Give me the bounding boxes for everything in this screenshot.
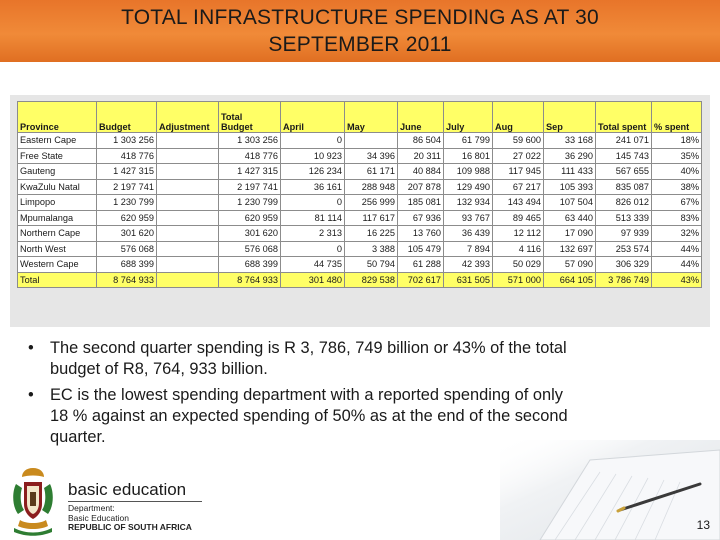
table-header-row: [18, 102, 702, 133]
table-cell: 89 465: [493, 210, 544, 226]
table-cell: [157, 179, 219, 195]
table-cell: 2 197 741: [219, 179, 281, 195]
table-cell: 513 339: [596, 210, 652, 226]
table-cell: [345, 133, 398, 149]
table-cell: 16 225: [345, 226, 398, 242]
table-cell: 620 959: [219, 210, 281, 226]
table-cell: 8 764 933: [97, 272, 157, 288]
table-cell: 256 999: [345, 195, 398, 211]
table-cell: 126 234: [281, 164, 345, 180]
table-cell: 67 217: [493, 179, 544, 195]
table-cell: 27 022: [493, 148, 544, 164]
table-cell: 620 959: [97, 210, 157, 226]
table-cell: 44 735: [281, 257, 345, 273]
table-cell: 301 620: [219, 226, 281, 242]
table-cell: 145 743: [596, 148, 652, 164]
table-cell: 207 878: [398, 179, 444, 195]
table-cell: 97 939: [596, 226, 652, 242]
bullet-symbol: •: [28, 385, 34, 404]
table-cell: 44%: [652, 241, 702, 257]
table-cell: 111 433: [544, 164, 596, 180]
bullet-text-line: quarter.: [50, 428, 106, 447]
table-cell: 301 620: [97, 226, 157, 242]
col-header-total-budget-line1: Total: [221, 112, 243, 122]
table-row: [18, 148, 702, 164]
table-cell: 117 945: [493, 164, 544, 180]
table-cell: 83%: [652, 210, 702, 226]
table-row: [18, 226, 702, 242]
table-cell: 67 936: [398, 210, 444, 226]
table-cell: 18%: [652, 133, 702, 149]
dept-line-1: Department:: [68, 503, 115, 513]
table-cell: 50 794: [345, 257, 398, 273]
brand-name: basic education: [68, 480, 187, 499]
table-cell: 132 934: [444, 195, 493, 211]
col-header-pct-spent: % spent: [652, 102, 702, 133]
col-header-july: July: [444, 102, 493, 133]
table-cell: 288 948: [345, 179, 398, 195]
table-cell: 13 760: [398, 226, 444, 242]
table-cell: 567 655: [596, 164, 652, 180]
table-row: [18, 195, 702, 211]
col-header-total-budget: [219, 102, 281, 133]
table-cell: 93 767: [444, 210, 493, 226]
table-cell: 143 494: [493, 195, 544, 211]
table-cell: [157, 241, 219, 257]
table-cell: 10 923: [281, 148, 345, 164]
table-cell: 571 000: [493, 272, 544, 288]
table-cell: [157, 164, 219, 180]
province-cell: Total: [18, 272, 97, 288]
table-cell: 0: [281, 195, 345, 211]
table-cell: 36 161: [281, 179, 345, 195]
table-cell: 664 105: [544, 272, 596, 288]
bullet-symbol: •: [28, 339, 34, 357]
table-cell: 107 504: [544, 195, 596, 211]
province-cell: Western Cape: [18, 257, 97, 273]
table-cell: 3 388: [345, 241, 398, 257]
table-cell: [157, 195, 219, 211]
table-cell: 826 012: [596, 195, 652, 211]
province-cell: Northern Cape: [18, 226, 97, 242]
table-cell: 36 439: [444, 226, 493, 242]
col-header-total-budget-line2: Budget: [221, 122, 253, 132]
title-line-1: TOTAL INFRASTRUCTURE SPENDING AS AT 30: [121, 6, 599, 29]
table-row: [18, 210, 702, 226]
table-cell: 631 505: [444, 272, 493, 288]
table-cell: 43%: [652, 272, 702, 288]
table-cell: 1 230 799: [219, 195, 281, 211]
table-row: [18, 164, 702, 180]
table-total-row: [18, 272, 702, 288]
col-header-province: Province: [18, 102, 97, 133]
table-cell: 40%: [652, 164, 702, 180]
bullet-text-line: budget of R8, 764, 933 billion.: [50, 360, 268, 379]
department-label: [68, 504, 192, 533]
province-cell: Eastern Cape: [18, 133, 97, 149]
table-cell: 0: [281, 241, 345, 257]
bullet-text-line: EC is the lowest spending department with a reported spending of only: [50, 385, 563, 404]
bullet-item: [22, 385, 702, 449]
table-cell: [157, 226, 219, 242]
col-header-budget: Budget: [97, 102, 157, 133]
table-cell: 129 490: [444, 179, 493, 195]
table-cell: 132 697: [544, 241, 596, 257]
province-cell: Limpopo: [18, 195, 97, 211]
table-cell: 36 290: [544, 148, 596, 164]
table-cell: 61 799: [444, 133, 493, 149]
col-header-aug: Aug: [493, 102, 544, 133]
table-cell: 16 801: [444, 148, 493, 164]
table-cell: [157, 257, 219, 273]
col-header-june: June: [398, 102, 444, 133]
table-cell: 835 087: [596, 179, 652, 195]
table-cell: [157, 133, 219, 149]
table-cell: 61 288: [398, 257, 444, 273]
brand-divider: [68, 501, 202, 502]
table-cell: 418 776: [219, 148, 281, 164]
table-cell: 253 574: [596, 241, 652, 257]
table-cell: 38%: [652, 179, 702, 195]
dept-line-3: REPUBLIC OF SOUTH AFRICA: [68, 522, 192, 532]
table-cell: [157, 148, 219, 164]
table-cell: [157, 272, 219, 288]
table-cell: 829 538: [345, 272, 398, 288]
page-number: 13: [696, 518, 710, 532]
table-cell: 1 427 315: [97, 164, 157, 180]
table-cell: 418 776: [97, 148, 157, 164]
table-cell: 576 068: [97, 241, 157, 257]
table-cell: 109 988: [444, 164, 493, 180]
province-cell: Free State: [18, 148, 97, 164]
col-header-april: April: [281, 102, 345, 133]
table-cell: 688 399: [97, 257, 157, 273]
table-cell: 688 399: [219, 257, 281, 273]
table-cell: 35%: [652, 148, 702, 164]
table-cell: 20 311: [398, 148, 444, 164]
table-cell: 63 440: [544, 210, 596, 226]
table-cell: 3 786 749: [596, 272, 652, 288]
table-cell: 1 427 315: [219, 164, 281, 180]
table-cell: 57 090: [544, 257, 596, 273]
table-cell: 40 884: [398, 164, 444, 180]
dept-line-2: Basic Education: [68, 512, 129, 523]
table-cell: 59 600: [493, 133, 544, 149]
table-cell: 185 081: [398, 195, 444, 211]
table-cell: 81 114: [281, 210, 345, 226]
coat-of-arms-logo: [4, 462, 62, 538]
province-cell: KwaZulu Natal: [18, 179, 97, 195]
table-cell: 4 116: [493, 241, 544, 257]
col-header-adjustment: Adjustment: [157, 102, 219, 133]
table-cell: 301 480: [281, 272, 345, 288]
title-line-2: SEPTEMBER 2011: [268, 33, 452, 56]
province-cell: Gauteng: [18, 164, 97, 180]
table-cell: 2 197 741: [97, 179, 157, 195]
table-cell: 42 393: [444, 257, 493, 273]
table-cell: 1 230 799: [97, 195, 157, 211]
table-cell: 702 617: [398, 272, 444, 288]
col-header-sep: Sep: [544, 102, 596, 133]
table-cell: 105 393: [544, 179, 596, 195]
table-cell: 33 168: [544, 133, 596, 149]
table-row: [18, 133, 702, 149]
table-row: [18, 241, 702, 257]
province-cell: Mpumalanga: [18, 210, 97, 226]
bullet-text-line: The second quarter spending is R 3, 786, 749 billion or 43% of the total: [50, 339, 567, 357]
table-cell: 1 303 256: [97, 133, 157, 149]
table-cell: 0: [281, 133, 345, 149]
table-cell: 117 617: [345, 210, 398, 226]
table-cell: 306 329: [596, 257, 652, 273]
table-cell: 8 764 933: [219, 272, 281, 288]
col-header-total-spent: Total spent: [596, 102, 652, 133]
table-cell: 86 504: [398, 133, 444, 149]
table-cell: 12 112: [493, 226, 544, 242]
table-cell: 105 479: [398, 241, 444, 257]
table-cell: 1 303 256: [219, 133, 281, 149]
table-row: [18, 179, 702, 195]
table-cell: 17 090: [544, 226, 596, 242]
table-cell: 32%: [652, 226, 702, 242]
table-cell: 67%: [652, 195, 702, 211]
table-cell: 241 071: [596, 133, 652, 149]
spending-table-frame: [10, 95, 710, 327]
table-row: [18, 257, 702, 273]
bullet-list: [22, 338, 702, 452]
table-cell: [157, 210, 219, 226]
bullet-text-line: 18 % against an expected spending of 50% as at the end of the second: [50, 406, 568, 425]
spending-table: [17, 101, 702, 288]
table-cell: 7 894: [444, 241, 493, 257]
page-title: [40, 4, 680, 58]
table-cell: 576 068: [219, 241, 281, 257]
table-cell: 61 171: [345, 164, 398, 180]
table-cell: 34 396: [345, 148, 398, 164]
table-cell: 50 029: [493, 257, 544, 273]
col-header-may: May: [345, 102, 398, 133]
table-cell: 2 313: [281, 226, 345, 242]
table-cell: 44%: [652, 257, 702, 273]
bullet-item: [22, 338, 702, 381]
province-cell: North West: [18, 241, 97, 257]
